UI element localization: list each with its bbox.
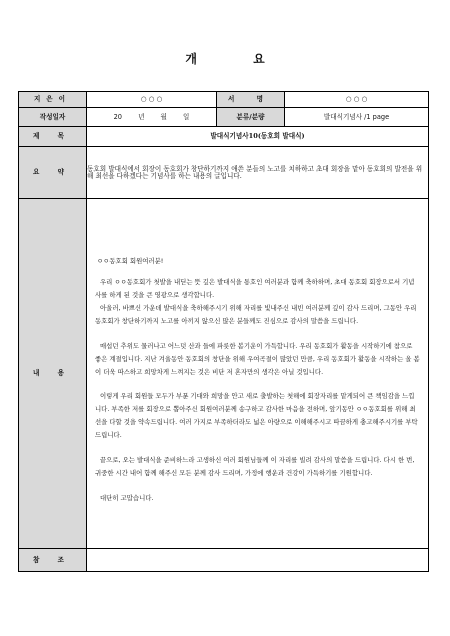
content-label: 내 용 — [19, 199, 87, 549]
author-row — [19, 92, 429, 108]
reference-value — [87, 549, 429, 572]
date-label: 작성일자 — [19, 108, 87, 127]
category-value: 발대식기념사 /1 page — [285, 108, 429, 127]
summary-row — [19, 147, 429, 199]
content-row — [19, 199, 429, 549]
subject-row — [19, 127, 429, 147]
signature-value: ○ ○ ○ — [285, 92, 429, 108]
content-greeting: ㅇㅇ동호회 회원여러분! — [97, 257, 164, 266]
author-label: 지은이 — [19, 92, 87, 108]
content-paragraph-4: 이렇게 우리 회원들 모두가 부푼 기대와 희망을 안고 새로 출발하는 첫해에 회장자리를 맡게되어 큰 책임감을 느낍니다. 부족한 저를 회장으로 뽑아주신 회원여러분께 송구하고 감사한 마음을 전하며, 앞기동안 ㅇㅇ동호회를 위해 최선을 다할 것을 약속드립니다. 여러 가지로 부족하더라도 넓은 아량으로 이해해주시고 따끔하게 충고해주시기를 부탁드립니다. — [95, 392, 418, 440]
content-paragraph-5: 끝으로, 오는 발대식을 준비하느라 고생하신 여러 회원님들께 이 자리를 빌려 감사의 말씀을 드립니다. 다시 한 번, 귀중한 시간 내어 함께 해주신 모든 분께 감사 드리며, 가정에 행운과 건강이 가득하기를 기원합니다. — [95, 456, 415, 477]
content-closing: 대단히 고맙습니다. — [100, 493, 154, 502]
summary-text: 동호회 발대식에서 회장이 동호회가 창단하기까지 애쓴 분들의 노고를 치하하고 초대 회장을 맡아 동호회의 발전을 위해 최선을 다하겠다는 기념사를 하는 내용의 글입니다. — [87, 147, 429, 199]
content-paragraph-3: 매섭던 추위도 물러나고 어느덧 산과 들에 파릇한 봄기운이 가득합니다. 우리 동호회가 활동을 시작하기에 참으로 좋은 계절입니다. 지난 겨울동안 동호회의 창단을 위해 우여곡절이 많았던 만큼, 우리 동호회가 활동을 시작하는 올 봄이 더욱 따스하고 희망차게 느껴지는 것은 비단 저 혼자만의 생각은 아닐 것입니다. — [95, 341, 420, 376]
content-paragraph-2: 아울러, 바쁘신 가운데 발대식을 축하해주시기 위해 자리를 빛내주신 내빈 여러분께 깊이 감사 드리며, 그동안 우리 동호회가 창단하기까지 노고를 아끼지 않으신 많은 분들께도 진심으로 감사의 말씀을 드립니다. — [95, 303, 417, 325]
reference-row — [19, 549, 429, 572]
summary-label: 요 약 — [19, 147, 87, 199]
date-row — [19, 108, 429, 127]
content-body — [87, 199, 429, 549]
subject-label: 제 목 — [19, 127, 87, 147]
page-title: 개 요 — [185, 52, 291, 66]
subject-value: 발대식기념사10(동호회 발대식) — [87, 127, 429, 147]
category-label: 분류/분량 — [217, 108, 285, 127]
content-paragraph-1: 우리 ㅇㅇ동호회가 첫발을 내딛는 뜻 깊은 발대식을 통호인 여러분과 함께 축하하며, 초대 동호회 회장으로서 기념사를 하게 된 것을 큰 영광으로 생각합니다. — [95, 278, 415, 300]
signature-label: 서 명 — [217, 92, 285, 108]
author-value: ○ ○ ○ — [87, 92, 217, 108]
date-value: 20 년 월 일 — [87, 108, 217, 127]
reference-label: 참 조 — [19, 549, 87, 572]
document-form — [18, 91, 429, 572]
